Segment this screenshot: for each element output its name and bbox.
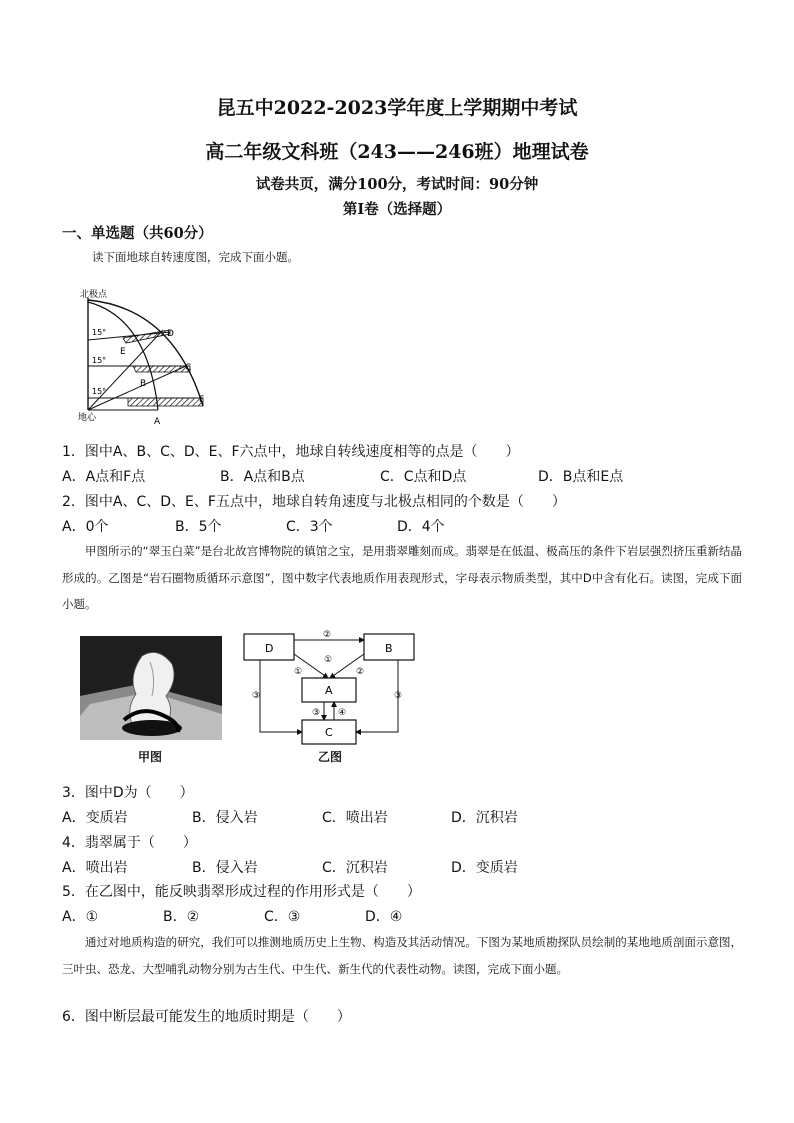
arrow-label-mid-left: ③ [312, 708, 321, 718]
question-5-option-b[interactable]: B．② [163, 909, 200, 925]
question-3-option-c[interactable]: C．喷出岩 [322, 810, 388, 826]
exam-title: 昆五中2022-2023学年度上学期期中考试 [216, 97, 578, 119]
arrow-label-right: ② [356, 667, 365, 677]
question-4-option-a[interactable]: A．喷出岩 [62, 860, 128, 876]
question-1-option-a[interactable]: A．A点和F点 [62, 469, 146, 485]
question-1-option-c[interactable]: C．C点和D点 [380, 469, 467, 485]
angle-label-1: 15° [92, 328, 107, 337]
question-3-option-b[interactable]: B．侵入岩 [192, 810, 258, 826]
angle-label-2: 15° [92, 356, 107, 365]
question-3-option-d[interactable]: D．沉积岩 [451, 810, 518, 826]
box-c-label: C [325, 726, 333, 739]
angle-label-3: 15° [92, 387, 107, 396]
question-5-option-c[interactable]: C．③ [264, 909, 301, 925]
volume-title: 第I卷（选择题） [342, 201, 452, 218]
jade-cabbage-photo [80, 636, 222, 740]
question-5-stem: 5．在乙图中，能反映翡翠形成过程的作用形式是（ ） [62, 884, 421, 900]
intro-figure1: 读下面地球自转速度图，完成下面小题。 [92, 250, 299, 264]
question-6-stem: 6．图中断层最可能发生的地质时期是（ ） [62, 1009, 351, 1025]
question-1-stem: 1．图中A、B、C、D、E、F六点中，地球自转线速度相等的点是（ ） [62, 444, 520, 460]
point-f-label: F [199, 395, 205, 405]
passage-jade-cabbage: 甲图所示的“翠玉白菜”是台北故宫博物院的镇馆之宝，是用翡翠雕刻而成。翡翠是在低温、极高压的条件下岩层强烈挤压重新结晶形成的。乙图是“岩石圈物质循环示意图”，图中数字代表地质作用表现形式，字母表示物质类型，其中D中含有化石。读图，完成下面小题。 [62, 544, 742, 611]
arrow-label-far-right: ③ [394, 691, 403, 701]
box-b-label: B [385, 642, 393, 655]
question-4-option-c[interactable]: C．沉积岩 [322, 860, 388, 876]
question-2-option-b[interactable]: B．5个 [175, 519, 222, 535]
exam-info: 试卷共页，满分100分，考试时间：90分钟 [255, 176, 539, 193]
arrow-label-mid-right: ④ [338, 708, 347, 718]
question-3-stem: 3．图中D为（ ） [62, 785, 194, 801]
question-4-stem: 4．翡翠属于（ ） [62, 835, 197, 851]
passage-geological-section: 通过对地质构造的研究，我们可以推测地质历史上生物、构造及其活动情况。下图为某地质勘探队员绘制的某地地质剖面示意图，三叶虫、恐龙、大型哺乳动物分别为古生代、中生代、新生代的代表性动物。读图，完成下面小题。 [62, 935, 742, 976]
question-2-option-c[interactable]: C．3个 [286, 519, 333, 535]
figure-yi-caption: 乙图 [318, 750, 343, 764]
question-2-option-d[interactable]: D．4个 [397, 519, 445, 535]
north-pole-label: 北极点 [80, 290, 108, 300]
point-a-label: A [154, 417, 161, 426]
arrow-label-left: ① [294, 667, 303, 677]
arrow-label-top: ② [323, 630, 332, 640]
band-lower [128, 398, 203, 406]
box-d-label: D [265, 642, 274, 655]
point-c-label: C [185, 363, 192, 373]
point-e-label: E [120, 347, 126, 357]
question-4-option-b[interactable]: B．侵入岩 [192, 860, 258, 876]
question-3-option-a[interactable]: A．变质岩 [62, 810, 128, 826]
band-middle [133, 366, 190, 372]
question-5-option-d[interactable]: D．④ [365, 909, 403, 925]
arrow-label-far-left: ③ [252, 691, 261, 701]
figure-jia-caption: 甲图 [138, 750, 163, 764]
section-title: 一、单选题（共60分） [62, 225, 213, 242]
point-d-label: D [167, 329, 174, 339]
band-upper [123, 330, 170, 343]
question-4-option-d[interactable]: D．变质岩 [451, 860, 518, 876]
arrow-label-v: ① [324, 655, 333, 665]
point-b-label: B [140, 379, 147, 389]
earth-center-label: 地心 [78, 413, 97, 423]
question-1-option-b[interactable]: B．A点和B点 [220, 469, 305, 485]
rock-cycle-diagram [240, 628, 418, 748]
exam-subtitle: 高二年级文科班（243——246班）地理试卷 [205, 141, 589, 163]
question-2-stem: 2．图中A、C、D、E、F五点中，地球自转角速度与北极点相同的个数是（ ） [62, 494, 566, 510]
rotation-speed-figure [78, 288, 208, 426]
box-a-label: A [325, 684, 333, 697]
question-1-option-d[interactable]: D．B点和E点 [538, 469, 624, 485]
question-2-option-a[interactable]: A．0个 [62, 519, 109, 535]
question-5-option-a[interactable]: A．① [62, 909, 99, 925]
